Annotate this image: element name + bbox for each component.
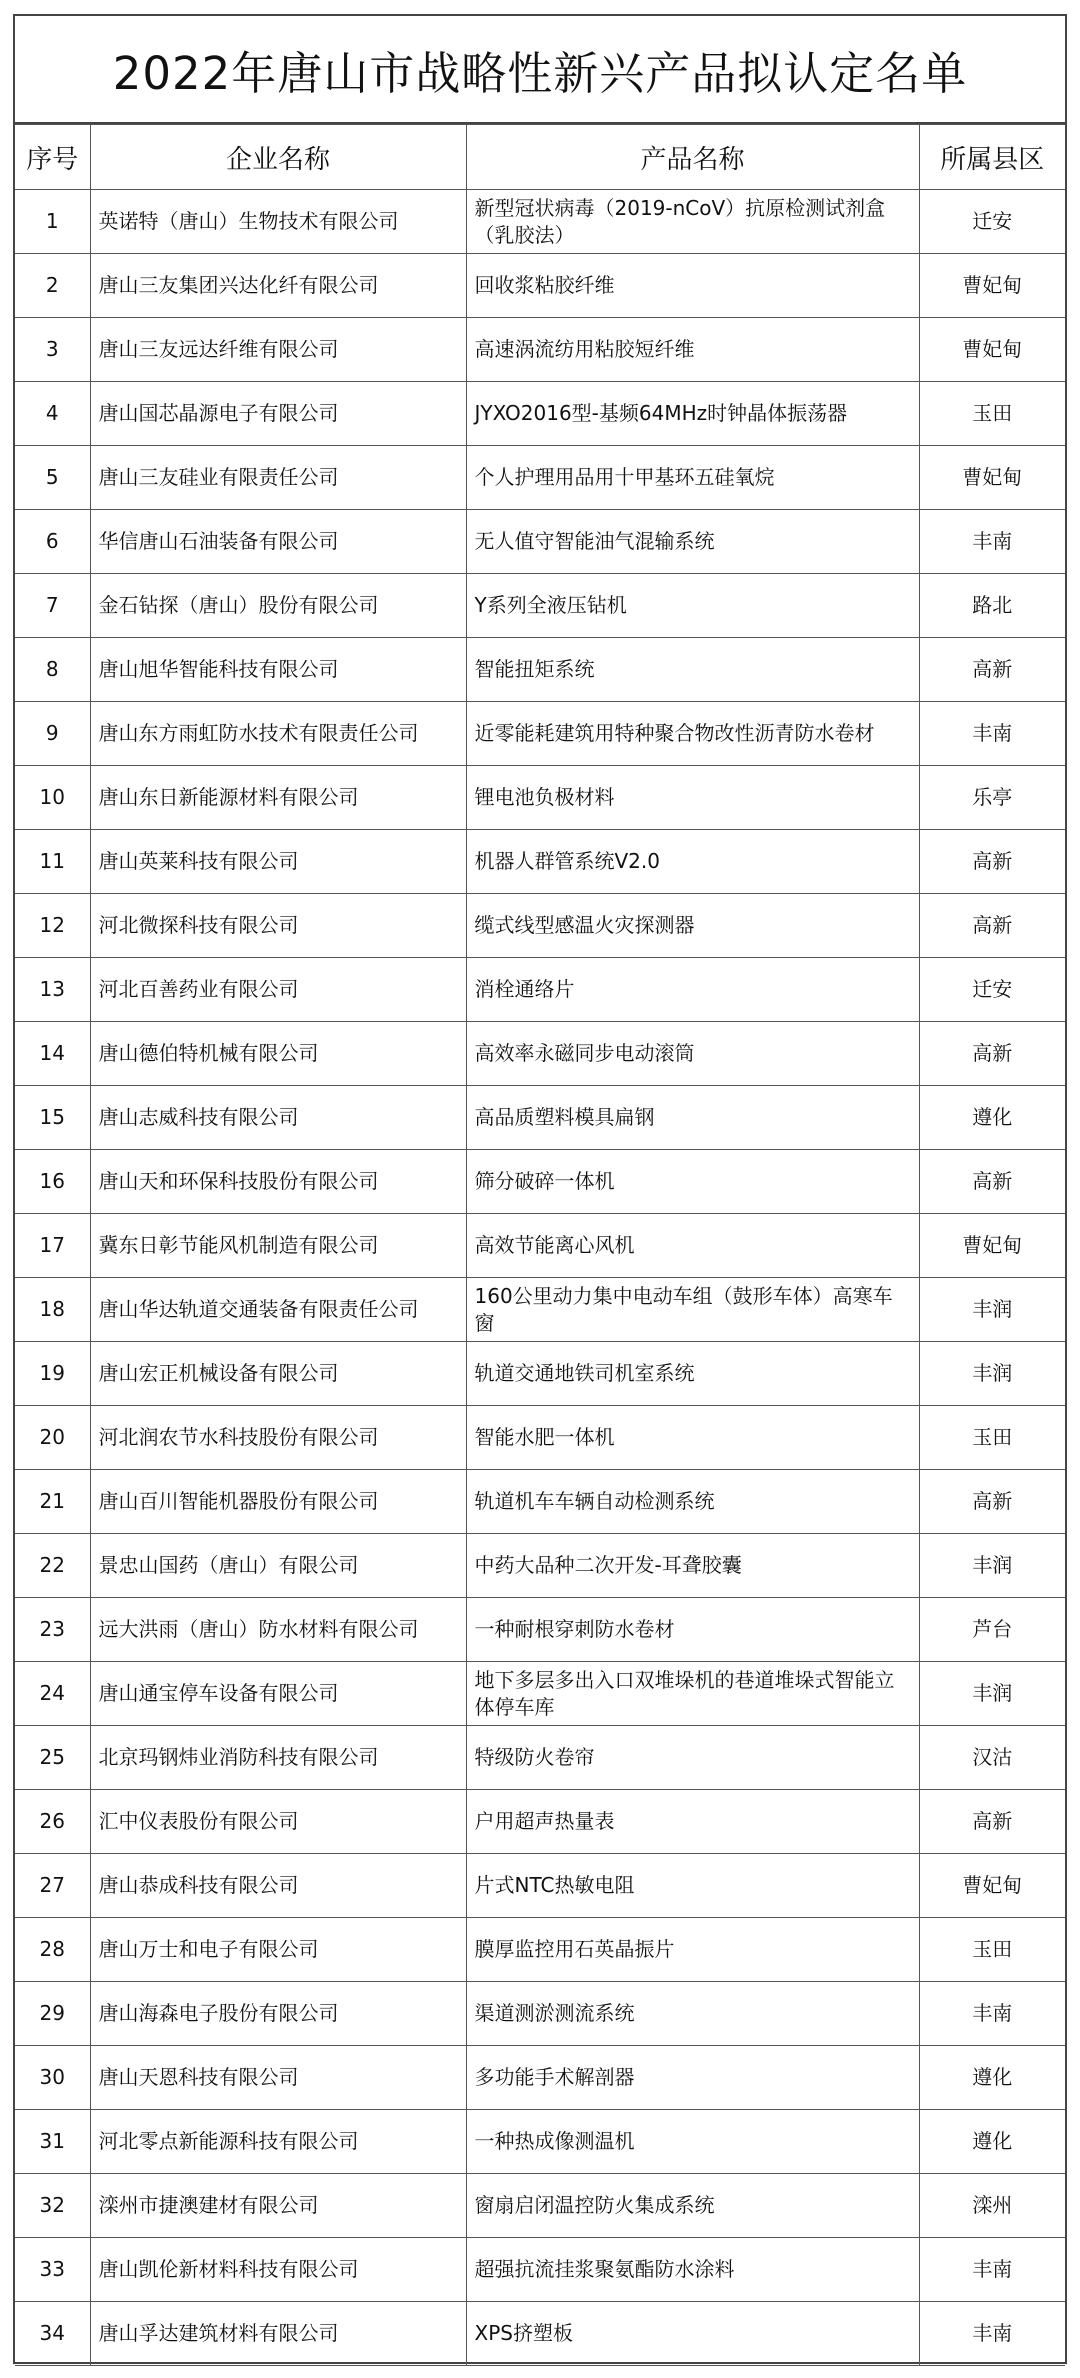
row-company: 景忠山国药（唐山）有限公司 bbox=[90, 1534, 466, 1598]
row-company: 唐山志威科技有限公司 bbox=[90, 1086, 466, 1150]
table-row bbox=[15, 1982, 1065, 2046]
row-index: 27 bbox=[15, 1854, 90, 1918]
row-district: 丰南 bbox=[919, 2302, 1065, 2366]
row-company: 华信唐山石油装备有限公司 bbox=[90, 510, 466, 574]
product-table bbox=[15, 124, 1065, 2366]
row-company: 唐山德伯特机械有限公司 bbox=[90, 1022, 466, 1086]
row-index: 28 bbox=[15, 1918, 90, 1982]
row-district: 丰南 bbox=[919, 510, 1065, 574]
document-title: 2022年唐山市战略性新兴产品拟认定名单 bbox=[15, 16, 1065, 124]
row-district: 滦州 bbox=[919, 2174, 1065, 2238]
row-product: 膜厚监控用石英晶振片 bbox=[466, 1918, 919, 1982]
row-product: Y系列全液压钻机 bbox=[466, 574, 919, 638]
row-district: 丰南 bbox=[919, 702, 1065, 766]
row-company: 唐山宏正机械设备有限公司 bbox=[90, 1342, 466, 1406]
row-district: 曹妃甸 bbox=[919, 1854, 1065, 1918]
row-company: 河北零点新能源科技有限公司 bbox=[90, 2110, 466, 2174]
table-row bbox=[15, 958, 1065, 1022]
row-district: 遵化 bbox=[919, 2110, 1065, 2174]
row-district: 迁安 bbox=[919, 190, 1065, 254]
row-company: 金石钻探（唐山）股份有限公司 bbox=[90, 574, 466, 638]
row-product: 高效率永磁同步电动滚筒 bbox=[466, 1022, 919, 1086]
row-company: 唐山三友集团兴达化纤有限公司 bbox=[90, 254, 466, 318]
row-district: 芦台 bbox=[919, 1598, 1065, 1662]
row-product: 个人护理用品用十甲基环五硅氧烷 bbox=[466, 446, 919, 510]
row-district: 路北 bbox=[919, 574, 1065, 638]
row-company: 唐山通宝停车设备有限公司 bbox=[90, 1662, 466, 1726]
table-row bbox=[15, 1918, 1065, 1982]
table-row bbox=[15, 1470, 1065, 1534]
row-company: 唐山英莱科技有限公司 bbox=[90, 830, 466, 894]
row-company: 远大洪雨（唐山）防水材料有限公司 bbox=[90, 1598, 466, 1662]
row-index: 21 bbox=[15, 1470, 90, 1534]
row-product: 中药大品种二次开发-耳聋胶囊 bbox=[466, 1534, 919, 1598]
row-company: 唐山恭成科技有限公司 bbox=[90, 1854, 466, 1918]
row-district: 丰润 bbox=[919, 1342, 1065, 1406]
row-company: 英诺特（唐山）生物技术有限公司 bbox=[90, 190, 466, 254]
table-row bbox=[15, 1278, 1065, 1342]
table-row bbox=[15, 1150, 1065, 1214]
row-district: 高新 bbox=[919, 830, 1065, 894]
row-district: 曹妃甸 bbox=[919, 1214, 1065, 1278]
row-index: 5 bbox=[15, 446, 90, 510]
row-company: 唐山三友硅业有限责任公司 bbox=[90, 446, 466, 510]
product-list-sheet bbox=[13, 14, 1067, 2364]
table-row bbox=[15, 1406, 1065, 1470]
table-row bbox=[15, 1662, 1065, 1726]
row-company: 唐山旭华智能科技有限公司 bbox=[90, 638, 466, 702]
table-row bbox=[15, 1726, 1065, 1790]
row-index: 24 bbox=[15, 1662, 90, 1726]
row-company: 唐山三友远达纤维有限公司 bbox=[90, 318, 466, 382]
row-district: 遵化 bbox=[919, 2046, 1065, 2110]
row-product: 窗扇启闭温控防火集成系统 bbox=[466, 2174, 919, 2238]
table-row bbox=[15, 2110, 1065, 2174]
table-row bbox=[15, 1086, 1065, 1150]
row-district: 丰润 bbox=[919, 1534, 1065, 1598]
table-row bbox=[15, 638, 1065, 702]
row-index: 14 bbox=[15, 1022, 90, 1086]
row-company: 滦州市捷澳建材有限公司 bbox=[90, 2174, 466, 2238]
row-product: 近零能耗建筑用特种聚合物改性沥青防水卷材 bbox=[466, 702, 919, 766]
row-product: 无人值守智能油气混输系统 bbox=[466, 510, 919, 574]
row-product: 轨道交通地铁司机室系统 bbox=[466, 1342, 919, 1406]
table-row bbox=[15, 1342, 1065, 1406]
table-row bbox=[15, 1854, 1065, 1918]
table-row bbox=[15, 318, 1065, 382]
row-index: 17 bbox=[15, 1214, 90, 1278]
row-product: 高速涡流纺用粘胶短纤维 bbox=[466, 318, 919, 382]
row-product: 户用超声热量表 bbox=[466, 1790, 919, 1854]
row-index: 2 bbox=[15, 254, 90, 318]
row-district: 汉沽 bbox=[919, 1726, 1065, 1790]
row-index: 16 bbox=[15, 1150, 90, 1214]
table-row bbox=[15, 2046, 1065, 2110]
header-company: 企业名称 bbox=[90, 125, 466, 190]
row-index: 10 bbox=[15, 766, 90, 830]
row-product: 一种热成像测温机 bbox=[466, 2110, 919, 2174]
row-product: 超强抗流挂浆聚氨酯防水涂料 bbox=[466, 2238, 919, 2302]
row-district: 玉田 bbox=[919, 1918, 1065, 1982]
row-district: 乐亭 bbox=[919, 766, 1065, 830]
row-company: 唐山东方雨虹防水技术有限责任公司 bbox=[90, 702, 466, 766]
table-row bbox=[15, 1534, 1065, 1598]
row-company: 汇中仪表股份有限公司 bbox=[90, 1790, 466, 1854]
row-district: 曹妃甸 bbox=[919, 254, 1065, 318]
row-product: JYXO2016型-基频64MHz时钟晶体振荡器 bbox=[466, 382, 919, 446]
row-district: 高新 bbox=[919, 1790, 1065, 1854]
row-product: 筛分破碎一体机 bbox=[466, 1150, 919, 1214]
table-row bbox=[15, 1214, 1065, 1278]
row-district: 丰南 bbox=[919, 2238, 1065, 2302]
row-product: 缆式线型感温火灾探测器 bbox=[466, 894, 919, 958]
row-company: 唐山天和环保科技股份有限公司 bbox=[90, 1150, 466, 1214]
row-product: 特级防火卷帘 bbox=[466, 1726, 919, 1790]
row-district: 高新 bbox=[919, 1470, 1065, 1534]
table-row bbox=[15, 894, 1065, 958]
row-product: 地下多层多出入口双堆垛机的巷道堆垛式智能立体停车库 bbox=[466, 1662, 919, 1726]
table-row bbox=[15, 446, 1065, 510]
row-company: 河北润农节水科技股份有限公司 bbox=[90, 1406, 466, 1470]
row-company: 河北百善药业有限公司 bbox=[90, 958, 466, 1022]
row-index: 31 bbox=[15, 2110, 90, 2174]
table-row bbox=[15, 2174, 1065, 2238]
row-index: 4 bbox=[15, 382, 90, 446]
row-district: 高新 bbox=[919, 1150, 1065, 1214]
header-district: 所属县区 bbox=[919, 125, 1065, 190]
row-index: 19 bbox=[15, 1342, 90, 1406]
table-row bbox=[15, 830, 1065, 894]
row-district: 曹妃甸 bbox=[919, 318, 1065, 382]
row-district: 玉田 bbox=[919, 1406, 1065, 1470]
row-company: 唐山凯伦新材料科技有限公司 bbox=[90, 2238, 466, 2302]
row-product: 多功能手术解剖器 bbox=[466, 2046, 919, 2110]
row-product: 回收浆粘胶纤维 bbox=[466, 254, 919, 318]
row-district: 遵化 bbox=[919, 1086, 1065, 1150]
row-index: 15 bbox=[15, 1086, 90, 1150]
row-index: 29 bbox=[15, 1982, 90, 2046]
row-product: 片式NTC热敏电阻 bbox=[466, 1854, 919, 1918]
row-company: 河北微探科技有限公司 bbox=[90, 894, 466, 958]
row-index: 13 bbox=[15, 958, 90, 1022]
row-index: 12 bbox=[15, 894, 90, 958]
row-district: 玉田 bbox=[919, 382, 1065, 446]
row-district: 高新 bbox=[919, 1022, 1065, 1086]
table-header-row bbox=[15, 125, 1065, 190]
table-row bbox=[15, 254, 1065, 318]
row-product: 消栓通络片 bbox=[466, 958, 919, 1022]
row-product: 机器人群管系统V2.0 bbox=[466, 830, 919, 894]
row-district: 丰润 bbox=[919, 1278, 1065, 1342]
header-product: 产品名称 bbox=[466, 125, 919, 190]
row-index: 7 bbox=[15, 574, 90, 638]
table-row bbox=[15, 1022, 1065, 1086]
row-district: 丰南 bbox=[919, 1982, 1065, 2046]
row-product: 轨道机车车辆自动检测系统 bbox=[466, 1470, 919, 1534]
row-index: 34 bbox=[15, 2302, 90, 2366]
row-product: XPS挤塑板 bbox=[466, 2302, 919, 2366]
table-row bbox=[15, 766, 1065, 830]
row-index: 30 bbox=[15, 2046, 90, 2110]
row-product: 新型冠状病毒（2019-nCoV）抗原检测试剂盒（乳胶法） bbox=[466, 190, 919, 254]
row-index: 23 bbox=[15, 1598, 90, 1662]
row-company: 唐山孚达建筑材料有限公司 bbox=[90, 2302, 466, 2366]
row-product: 一种耐根穿刺防水卷材 bbox=[466, 1598, 919, 1662]
table-row bbox=[15, 2302, 1065, 2366]
row-district: 高新 bbox=[919, 894, 1065, 958]
row-district: 高新 bbox=[919, 638, 1065, 702]
table-row bbox=[15, 574, 1065, 638]
table-row bbox=[15, 1598, 1065, 1662]
row-company: 唐山百川智能机器股份有限公司 bbox=[90, 1470, 466, 1534]
row-index: 3 bbox=[15, 318, 90, 382]
row-index: 8 bbox=[15, 638, 90, 702]
row-company: 北京玛钢炜业消防科技有限公司 bbox=[90, 1726, 466, 1790]
table-row bbox=[15, 510, 1065, 574]
row-product: 渠道测淤测流系统 bbox=[466, 1982, 919, 2046]
row-index: 6 bbox=[15, 510, 90, 574]
row-index: 25 bbox=[15, 1726, 90, 1790]
row-index: 1 bbox=[15, 190, 90, 254]
row-index: 18 bbox=[15, 1278, 90, 1342]
row-product: 160公里动力集中电动车组（鼓形车体）高寒车窗 bbox=[466, 1278, 919, 1342]
row-product: 锂电池负极材料 bbox=[466, 766, 919, 830]
row-company: 唐山国芯晶源电子有限公司 bbox=[90, 382, 466, 446]
row-company: 唐山海森电子股份有限公司 bbox=[90, 1982, 466, 2046]
row-index: 9 bbox=[15, 702, 90, 766]
table-row bbox=[15, 190, 1065, 254]
row-index: 11 bbox=[15, 830, 90, 894]
row-company: 唐山东日新能源材料有限公司 bbox=[90, 766, 466, 830]
table-row bbox=[15, 2238, 1065, 2302]
row-index: 32 bbox=[15, 2174, 90, 2238]
row-company: 冀东日彰节能风机制造有限公司 bbox=[90, 1214, 466, 1278]
table-row bbox=[15, 1790, 1065, 1854]
row-index: 33 bbox=[15, 2238, 90, 2302]
row-company: 唐山华达轨道交通装备有限责任公司 bbox=[90, 1278, 466, 1342]
row-district: 曹妃甸 bbox=[919, 446, 1065, 510]
row-district: 迁安 bbox=[919, 958, 1065, 1022]
row-product: 智能水肥一体机 bbox=[466, 1406, 919, 1470]
table-row bbox=[15, 702, 1065, 766]
row-product: 高效节能离心风机 bbox=[466, 1214, 919, 1278]
row-company: 唐山万士和电子有限公司 bbox=[90, 1918, 466, 1982]
row-index: 26 bbox=[15, 1790, 90, 1854]
row-company: 唐山天恩科技有限公司 bbox=[90, 2046, 466, 2110]
header-index: 序号 bbox=[15, 125, 90, 190]
row-index: 20 bbox=[15, 1406, 90, 1470]
row-product: 智能扭矩系统 bbox=[466, 638, 919, 702]
row-index: 22 bbox=[15, 1534, 90, 1598]
row-product: 高品质塑料模具扁钢 bbox=[466, 1086, 919, 1150]
table-row bbox=[15, 382, 1065, 446]
row-district: 丰润 bbox=[919, 1662, 1065, 1726]
